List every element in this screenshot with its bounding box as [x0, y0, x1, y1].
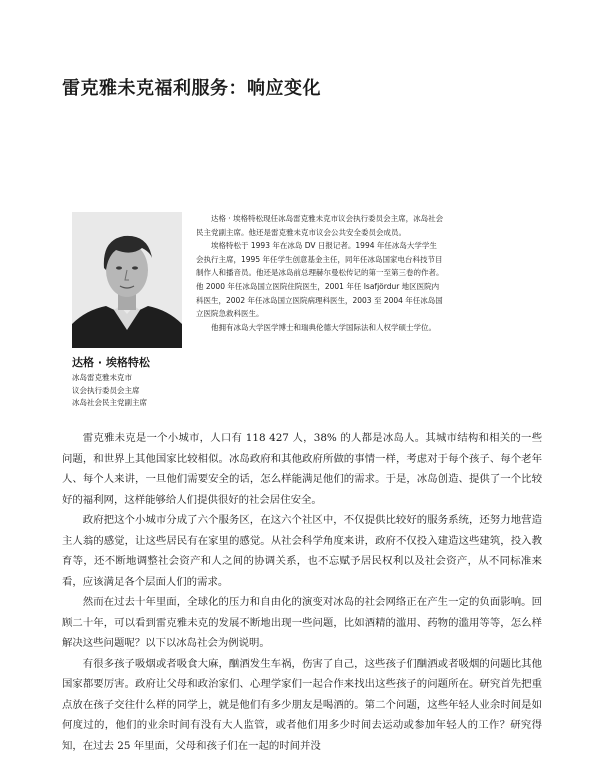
body-paragraph: 政府把这个小城市分成了六个服务区，在这六个社区中，不仅提供比较好的服务系统，还努力地营造主人翁的感觉，让这些居民有在家里的感觉。从社会科学角度来讲，政府不仅投入建造这些建筑，投入教育等，还不断地调整社会资产和人之间的协调关系，也不忘赋予居民权利以及社会资产，从不同标准来看，应该满足各个层面人们的需求。: [62, 514, 542, 588]
author-role: 冰岛社会民主党副主席: [72, 398, 147, 407]
author-bio: [196, 212, 444, 334]
article-body: [62, 428, 542, 756]
author-roles: [72, 372, 147, 410]
author-role: 议会执行委员会主席: [72, 385, 140, 395]
body-paragraph: 然而在过去十年里面，全球化的压力和自由化的演变对冰岛的社会网络正在产生一定的负面影响。回顾二十年，可以看到雷克雅未克的发展不断地出现一些问题，比如酒精的滥用、药物的滥用等等，怎么样解决这些问题呢？以下以冰岛社会为例说明。: [62, 596, 542, 649]
body-paragraph: 雷克雅未克是一个小城市，人口有 118 427 人，38% 的人都是冰岛人。其城市结构和相关的一些问题，和世界上其他国家比较相似。冰岛政府和其他政府所做的事情一样，考虑对于每个孩子、每个老年人、每个人来讲，一旦他们需要安全的话，怎么样能满足他们的需求。于是，冰岛创造、提供了一个比较好的福利网，这样能够给人们提供很好的社会居住安全。: [62, 432, 542, 506]
author-role: 冰岛雷克雅未克市: [72, 373, 132, 382]
author-photo: [72, 212, 182, 348]
page-title: 雷克雅未克福利服务：响应变化: [62, 78, 321, 99]
bio-paragraph: 他拥有冰岛大学医学博士和瑞典伦德大学国际法和人权学硕士学位。: [211, 322, 436, 332]
body-paragraph: 有很多孩子吸烟或者吸食大麻，酗酒发生车祸，伤害了自己，这些孩子们酗酒或者吸烟的问题比其他国家都要厉害。政府让父母和政治家们、心理学家们一起合作来找出这些孩子的问题所在。研究首先把重点放在孩子交往什么样的同学上，就是他们有多少朋友是喝酒的。第二个问题，这些年轻人业余时间是如何度过的，他们的业余时间有没有大人监管，或者他们用多少时间去运动或参加年轻人的工作？研究得知，在过去 25 年里面，父母和孩子们在一起的时间并没: [62, 657, 542, 752]
author-portrait-image: [72, 212, 182, 348]
bio-paragraph: 埃格特松于 1993 年在冰岛 DV 日报记者。1994 年任冰岛大学学生会执行主席，1995 年任学生创意基金主任，同年任冰岛国家电台科技节目制作人和播音员。他还是冰岛前总理赫尔曼松传记的第一至第三卷的作者。他 2000 年任冰岛国立医院住院医生，2001 年任 Isafjördur 地区医院内科医生，2002 年任冰岛国立医院病理科医生，2003 至 2004 年任冰岛国立医院急救科医生。: [196, 241, 444, 319]
bio-paragraph: 达格 · 埃格特松现任冰岛雷克雅未克市议会执行委员会主席，冰岛社会民主党副主席。他还是雷克雅未克市议会公共安全委员会成员。: [196, 214, 444, 237]
author-name: 达格 · 埃格特松: [72, 356, 150, 369]
